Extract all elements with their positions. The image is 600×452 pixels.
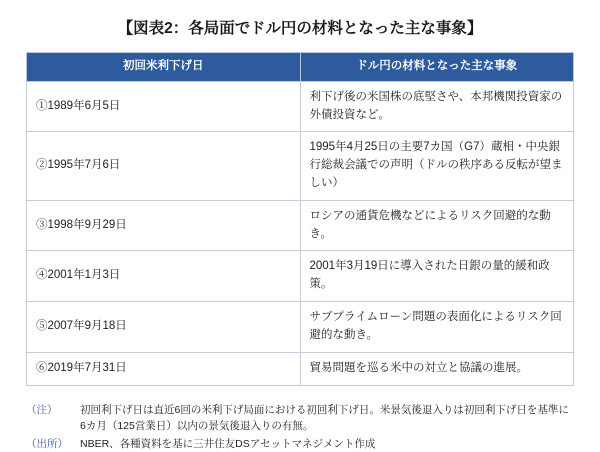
page-title: 【図表2：各局面でドル円の材料となった主な事象】 <box>117 20 483 37</box>
cell-event: 2001年3月19日に導入された日銀の量的緩和政策。 <box>300 251 574 302</box>
cell-date: ⑤2007年9月18日 <box>27 302 301 353</box>
column-header-date: 初回米利下げ日 <box>27 53 301 82</box>
cell-date: ③1998年9月29日 <box>27 200 301 251</box>
cell-event: 利下げ後の米国株の底堅さや、本邦機関投資家の外債投資など。 <box>300 81 574 132</box>
cell-event: 1995年4月25日の主要7カ国（G7）蔵相・中央銀行総裁会議での声明（ドルの秩序ある反転が望ましい） <box>300 132 574 200</box>
footnote-source-text: NBER、各種資料を基に三井住友DSアセットマネジメント作成 <box>80 438 376 451</box>
cell-date: ④2001年1月3日 <box>27 251 301 302</box>
cell-date: ⑥2019年7月31日 <box>27 352 301 385</box>
cell-event: 貿易問題を巡る米中の対立と協議の進展。 <box>300 352 574 385</box>
table-row <box>27 81 574 132</box>
table-row <box>27 352 574 385</box>
cell-event: ロシアの通貨危機などによるリスク回避的な動き。 <box>300 200 574 251</box>
events-table <box>26 52 574 386</box>
table-row <box>27 200 574 251</box>
footnote-note-label: （注） <box>26 403 58 416</box>
cell-event: サブプライムローン問題の表面化によるリスク回避的な動き。 <box>300 302 574 353</box>
table-row <box>27 302 574 353</box>
column-header-event: ドル円の材料となった主な事象 <box>300 53 574 82</box>
cell-date: ①1989年6月5日 <box>27 81 301 132</box>
footnote-note-text: 初回利下げ日は直近6回の米利下げ局面における初回利下げ日。米景気後退入りは初回利下げ日を基準に6カ月（125営業日）以内の景気後退入りの有無。 <box>80 403 569 432</box>
table-header-row <box>27 53 574 82</box>
table-body <box>27 81 574 385</box>
cell-date: ②1995年7月6日 <box>27 132 301 200</box>
footnote-source <box>26 436 574 452</box>
footnote-note <box>26 402 574 435</box>
footnotes <box>26 402 574 452</box>
table-row <box>27 132 574 200</box>
footnote-source-label: （出所） <box>26 438 68 451</box>
table-row <box>27 251 574 302</box>
table-header <box>27 53 574 82</box>
